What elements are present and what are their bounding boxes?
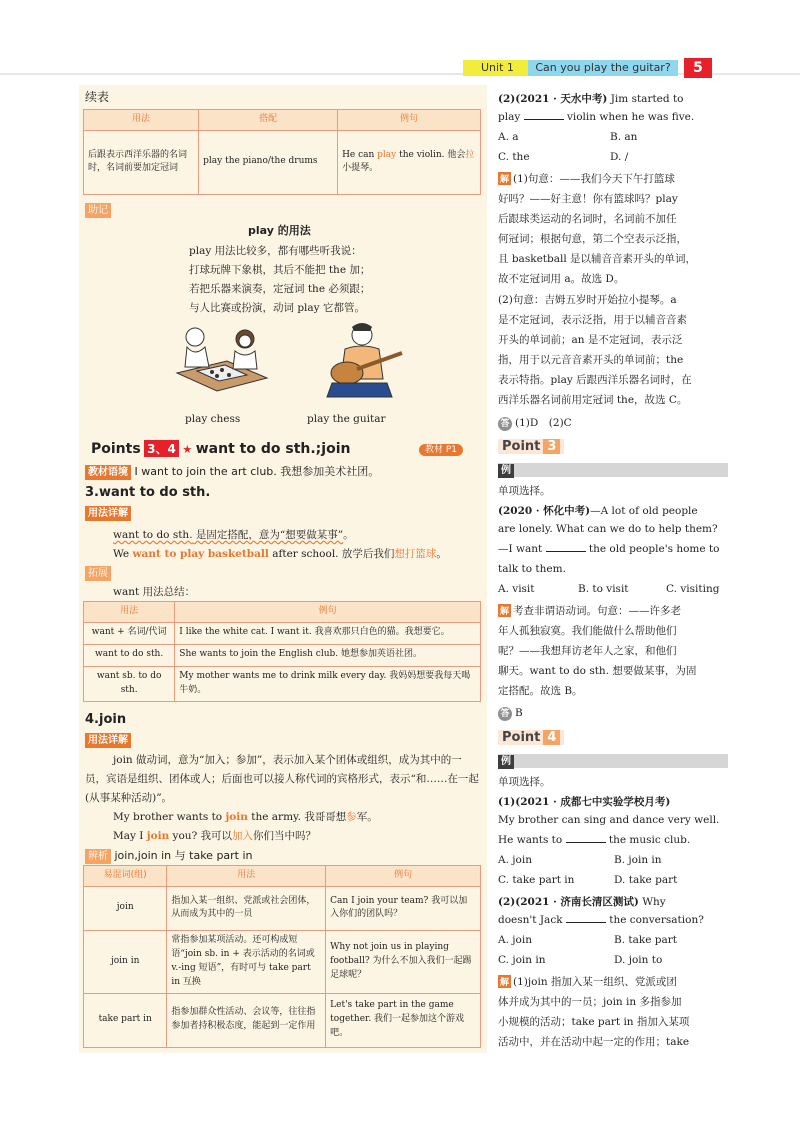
exp3-line: 解 考查非谓语动词。句意：——许多老 [500, 605, 682, 617]
point3-heading: Point 3 [498, 439, 564, 454]
exp1-line: 西洋乐器名词前用定冠词 the，故选 C。 [498, 394, 688, 406]
q42-option: D. join to [614, 954, 663, 966]
exp1-line: 好吗？——好主意！你有篮球吗？play [498, 193, 678, 205]
q42-option: C. join in [498, 954, 546, 966]
want-row-usage: want to do sth. [84, 644, 175, 666]
answer3: 答 B [498, 707, 523, 721]
q41-option: B. join in [614, 854, 662, 866]
join-example2: May I join you? 我可以加入你们当中吗？ [113, 830, 317, 842]
section4-title: 4.join [85, 712, 127, 727]
q2-line2: play violin when he was five. [498, 111, 695, 123]
exp1-line: 指，用于以元音音素开头的单词前；the [498, 354, 684, 366]
exp3-line: 聊天。want to do sth. 想要做某事，为固 [498, 665, 697, 677]
th-usage: 用法 [167, 866, 326, 887]
example-bar: 例 [498, 463, 728, 477]
exp3-line: 定搭配。故选 B。 [498, 685, 583, 697]
th-example: 例句 [175, 602, 481, 623]
page-number: 5 [684, 58, 712, 78]
q41-option: C. take part in [498, 874, 575, 886]
mnemonic-line: 与人比赛或扮演，动词 play 它都管。 [189, 302, 365, 314]
exp1-line: 表示特指。play 后跟西洋乐器名词时，在 [498, 374, 692, 386]
join-usage: 指加入某一组织、党派或社会团体，从而成为其中的一员 [167, 886, 326, 930]
exp3-line: 年人孤独寂寞。我们能做什么帮助他们 [498, 625, 677, 637]
caption-guitar: play the guitar [307, 413, 386, 425]
want-row-example: My mother wants me to drink milk every day. 我妈妈想要我每天喝牛奶。 [175, 666, 481, 701]
join-example1: My brother wants to join the army. 我哥哥想参军。 [113, 811, 378, 823]
exp1-line: 何冠词；根据句意，第二个空表示泛指， [498, 233, 687, 245]
want-row-example: I like the white cat. I want it. 我喜欢那只白色的猫。我想要它。 [175, 622, 481, 644]
q42-line2: doesn't Jack the conversation? [498, 914, 704, 926]
th-usage: 用法 [84, 110, 199, 131]
table-play-usage [83, 109, 481, 195]
play-guitar-illustration [317, 321, 407, 401]
want-row-usage: want sb. to do sth. [84, 666, 175, 701]
cell-usage: 后跟表示西洋乐器的名词时，名词前要加定冠词 [84, 130, 199, 194]
exp4-line: 体并成为其中的一员；join in 多指参加 [498, 996, 682, 1008]
zhuji-tag: 助记 [85, 203, 111, 218]
q42-option: A. join [498, 934, 532, 946]
detail-tag: 用法详解 [85, 733, 131, 748]
q3-line2: are lonely. What can we do to help them? [498, 523, 718, 535]
header-strip [0, 73, 800, 75]
unit-label: Unit 1 [463, 60, 528, 76]
q41-line1: My brother can sing and dance very well. [498, 814, 720, 826]
play-chess-illustration [167, 323, 277, 398]
exp1-line: (2)句意：吉姆五岁时开始拉小提琴。a [498, 294, 677, 306]
exp1-line: 故不定冠词用 a。故选 D。 [498, 273, 625, 285]
answer1: 答 (1)D (2)C [498, 415, 572, 431]
unit-title: Can you play the guitar? [528, 60, 678, 76]
q3-line4: talk to them. [498, 563, 566, 575]
point4-heading: Point 4 [498, 730, 564, 745]
q41-option: A. join [498, 854, 532, 866]
example-bar: 例 [498, 754, 728, 768]
join-usage: 指参加群众性活动、会议等，往往指参加者持积极态度，能起到一定作用 [167, 993, 326, 1047]
left-column [79, 85, 487, 1053]
q42-line1: (2)(2021 · 济南长清区测试) Why [498, 896, 666, 908]
join-word: take part in [84, 993, 167, 1047]
bianxi-row: 辨析 join,join in 与 take part in [85, 847, 253, 864]
q3-option: B. to visit [578, 583, 629, 595]
th-example: 例句 [326, 866, 481, 887]
q2-line1: (2)(2021 · 天水中考) Jim started to [498, 93, 684, 105]
q3-option: A. visit [498, 583, 535, 595]
cell-example: He can play the violin. 他会拉小提琴。 [338, 130, 481, 194]
q3-line1: (2020 · 怀化中考)—A lot of old people [498, 505, 698, 517]
mnemonic-title: play 的用法 [248, 224, 311, 237]
th-usage: 用法 [84, 602, 175, 623]
q2-option: A. a [498, 131, 519, 143]
continued-label: 续表 [85, 90, 110, 104]
exp1-line: 且 basketball 是以辅音音素开头的单词， [498, 253, 697, 265]
join-word: join [84, 886, 167, 930]
th-collocation: 搭配 [199, 110, 338, 131]
exp4-line: 活动中，并在活动中起一定的作用；take [498, 1036, 690, 1048]
table-join-compare [83, 865, 481, 1048]
detail-tag: 用法详解 [85, 506, 131, 521]
caption-chess: play chess [185, 413, 241, 425]
join-paragraph: join 做动词，意为“加入；参加”，表示加入某个团体或组织，成为其中的一员，宾语是组织、团体或人；后面也可以接人称代词的宾格形式，表示“和……在一起(从事某种活动)”。 [85, 754, 479, 804]
s3-line2: We want to play basketball after school. 放学后我们想打篮球。 [113, 548, 447, 560]
exp1-line: 解 (1)句意：——我们今天下午打篮球 [500, 173, 675, 185]
q3-option: C. visiting [666, 583, 720, 595]
join-example: Can I join your team? 我可以加入你们的团队吗？ [326, 886, 481, 930]
join-usage: 常指参加某项活动。还可构成短语“join sb. in + 表示活动的名词或 v.-ing 短语”，有时可与 take part in 互换 [167, 930, 326, 993]
exp1-line: 后跟球类运动的名词时，名词前不加任 [498, 213, 677, 225]
single-choice-label: 单项选择。 [498, 485, 551, 497]
exp1-line: 是不定冠词，表示泛指，用于以辅音音素 [498, 314, 687, 326]
tuozhan-tag: 拓展 [85, 566, 111, 581]
want-row-example: She wants to join the English club. 她想参加英语社团。 [175, 644, 481, 666]
q2-option: D. / [610, 151, 629, 163]
exp4-line: 小规模的活动；take part in 指加入某项 [498, 1016, 690, 1028]
th-example: 例句 [338, 110, 481, 131]
mnemonic-line: 若把乐器来演奏，定冠词 the 必须跟； [189, 283, 371, 295]
want-summary: want 用法总结： [113, 586, 196, 598]
th-word: 易混词(组) [84, 866, 167, 887]
join-example: Why not join us in playing football? 为什么不加入我们一起踢足球呢？ [326, 930, 481, 993]
section3-title: 3.want to do sth. [85, 485, 211, 500]
context-row: 教材语境 I want to join the art club. 我想参加美术社团。 [85, 463, 379, 480]
points-heading: Points 3、4 ★ want to do sth.;join [91, 441, 351, 457]
mnemonic-line: play 用法比较多，都有哪些听我说： [189, 245, 362, 257]
single-choice-label: 单项选择。 [498, 776, 551, 788]
q3-line3: —I want the old people's home to [498, 543, 720, 555]
q41-option: D. take part [614, 874, 678, 886]
q41-head: (1)(2021 · 成都七中实验学校月考) [498, 796, 671, 808]
cell-collocation: play the piano/the drums [199, 130, 338, 194]
mnemonic-line: 打球玩牌下象棋，其后不能把 the 加； [189, 264, 371, 276]
textbook-badge: 教材 P1 [419, 444, 463, 456]
want-row-usage: want + 名词/代词 [84, 622, 175, 644]
exp4-line: 解 (1)join 指加入某一组织、党派或团 [500, 976, 677, 988]
exp3-line: 呢？——我想拜访老年人之家，和他们 [498, 645, 677, 657]
join-word: join in [84, 930, 167, 993]
q2-option: B. an [610, 131, 638, 143]
q42-option: B. take part [614, 934, 678, 946]
join-example: Let's take part in the game together. 我们一起参加这个游戏吧。 [326, 993, 481, 1047]
exp1-line: 开头的单词前；an 是不定冠词，表示泛 [498, 334, 683, 346]
s3-line1: want to do sth. 是固定搭配，意为“想要做某事”。 [113, 529, 354, 541]
table-want-usage [83, 601, 481, 702]
q41-line2: He wants to the music club. [498, 834, 691, 846]
q2-option: C. the [498, 151, 530, 163]
